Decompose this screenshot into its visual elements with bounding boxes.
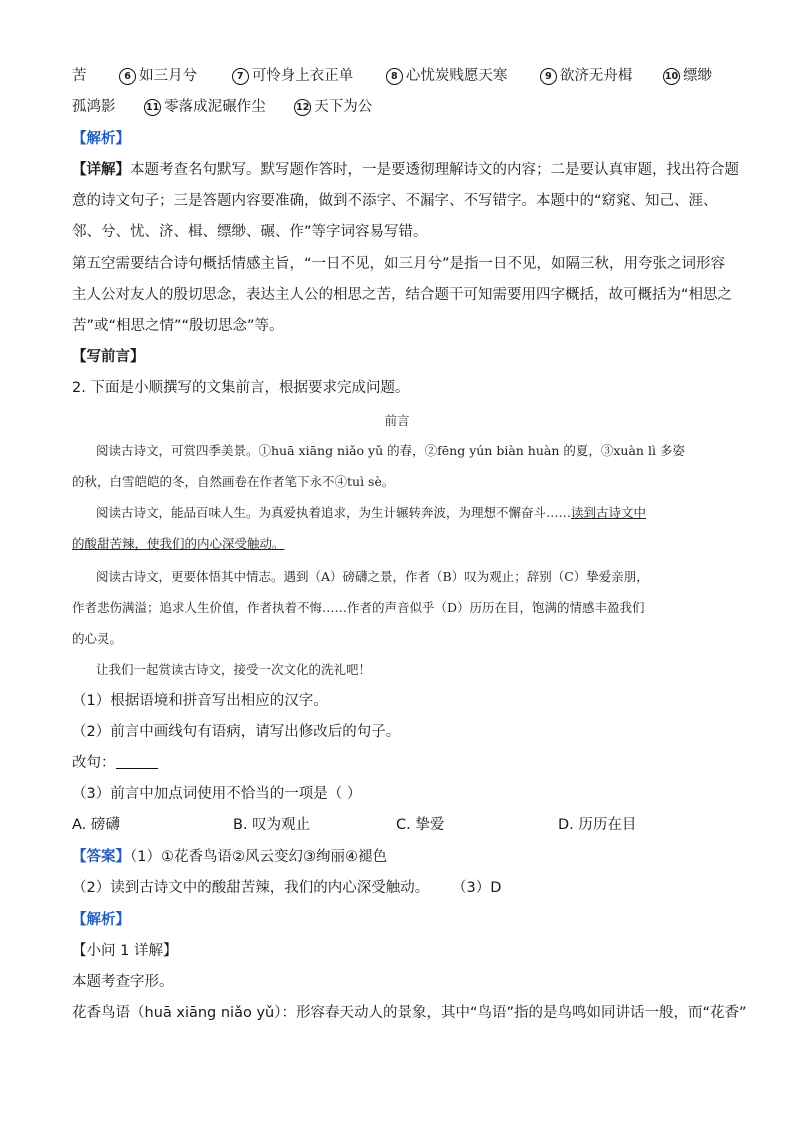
analysis-tag-2: 【解析】	[72, 912, 130, 928]
answer-text: 欲济无舟楫	[559, 68, 633, 84]
answer-text: 心忧炭贱愿天寒	[405, 68, 508, 84]
answer-item	[386, 66, 508, 86]
detail-tag: 【详解】	[72, 162, 130, 178]
answer-item	[294, 97, 372, 117]
preface-text: 阅读古诗文，能品百味人生。为真爱执着追求，为生计辗转奔波，为理想不懈奋斗……	[96, 505, 572, 520]
answer-text: 零落成泥碾作尘	[164, 99, 266, 115]
detail-line-2: 意的诗文句子；三是答题内容要准确，做到不添字、不漏字、不写错字。本题中的“窈窕、知己、涯、	[72, 193, 718, 209]
option-c: C. 挚爱	[396, 817, 445, 833]
preface-title: 前言	[384, 413, 410, 428]
line-prefix: 苦	[72, 68, 87, 84]
answer-item	[119, 66, 197, 86]
preface-para1-line2: 的秋，白雪皑皑的冬，自然画卷在作者笔下永不④tuì sè。	[72, 474, 395, 489]
preface-para3-line2: 作者悲伤满溢；追求人生价值，作者执着不悔……作者的声音似乎（D）历历在目，饱满的情感丰盈我们	[72, 600, 645, 615]
answer-item	[232, 66, 354, 86]
option-d: D. 历历在目	[558, 817, 637, 833]
preface-para2-line2: 的酸甜苦辣，使我们的内心深受触动。	[72, 536, 285, 551]
answer-blank-line	[72, 753, 158, 773]
circled-number: 9	[540, 68, 557, 85]
preface-para4: 让我们一起赏读古诗文，接受一次文化的洗礼吧！	[96, 662, 372, 677]
preface-para1-line1: 阅读古诗文，可赏四季美景。①huā xiāng niǎo yǔ 的春，②fēng yún biàn huàn 的夏，③xuàn lì 多姿	[96, 443, 685, 458]
preface-para3-line3: 的心灵。	[72, 631, 123, 646]
answer-text: （3）D	[459, 880, 502, 896]
detail-line-1	[72, 160, 739, 180]
answer-text: （1）①花香鸟语②风云变幻③绚丽④褪色	[130, 849, 387, 865]
circled-number: 8	[386, 68, 403, 85]
circled-number: 7	[232, 68, 249, 85]
answer-line-1	[72, 66, 712, 86]
answer-text: 缥缈	[683, 68, 713, 84]
question-2: 2. 下面是小顺撰写的文集前言，根据要求完成问题。	[72, 380, 410, 396]
answer-text: 天下为公	[314, 99, 373, 115]
line-prefix: 孤鸿影	[72, 99, 116, 115]
underlined-sentence: 读到古诗文中	[571, 505, 647, 520]
circled-number: 10	[663, 68, 680, 85]
analysis-tag: 【解析】	[72, 131, 130, 147]
option-a: A. 磅礴	[72, 817, 120, 833]
sub-detail-tag: 【小问 1 详解】	[72, 943, 178, 959]
sub-question-1: （1）根据语境和拼音写出相应的汉字。	[72, 693, 328, 709]
preface-para2-line1	[96, 503, 646, 523]
detail-line-5: 主人公对友人的殷切思念，表达主人公的相思之苦，结合题干可知需要用四字概括，故可概括为“相思之	[72, 287, 733, 303]
answer-text: 可怜身上衣正单	[251, 68, 354, 84]
answer-item	[144, 97, 266, 117]
circled-number: 11	[144, 99, 161, 116]
answer-line	[72, 847, 387, 867]
answer-text: （2）读到古诗文中的酸甜苦辣，我们的内心深受触动。	[72, 880, 430, 896]
answer-line-2b	[72, 878, 501, 898]
answer-label: 改句：	[72, 755, 116, 771]
circled-number: 6	[119, 68, 136, 85]
detail-line-4: 第五空需要结合诗句概括情感主旨，“一日不见，如三月兮”是指一日不见，如隔三秋，用夸张之词形容	[72, 256, 726, 272]
section-heading: 【写前言】	[72, 349, 145, 365]
answer-text: 如三月兮	[139, 68, 198, 84]
detail-line-6: 苦”或“相思之情”“殷切思念”等。	[72, 318, 284, 334]
detail-line-3: 邻、兮、忧、济、楫、缥缈、碾、作”等字词容易写错。	[72, 224, 428, 240]
analysis2-para2: 花香鸟语（huā xiāng niǎo yǔ）：形容春天动人的景象，其中“鸟语”指的是鸟鸣如同讲话一般，而“花香”	[72, 1005, 747, 1021]
sub-question-2: （2）前言中画线句有语病，请写出修改后的句子。	[72, 724, 401, 740]
detail-text: 本题考查名句默写。默写题作答时，一是要透彻理解诗文的内容；二是要认真审题，找出符合题	[130, 162, 739, 178]
answer-line-2	[72, 97, 372, 117]
circled-number: 12	[294, 99, 311, 116]
answer-blank	[116, 754, 158, 769]
analysis2-para1: 本题考查字形。	[72, 974, 174, 990]
answer-item	[663, 66, 712, 86]
answer-tag: 【答案】	[72, 849, 130, 865]
option-b: B. 叹为观止	[233, 817, 311, 833]
preface-para3-line1: 阅读古诗文，更要体悟其中情志。遇到（A）磅礴之景，作者（B）叹为观止；辞别（C）挚爱亲朋，	[96, 569, 649, 584]
answer-item	[540, 66, 633, 86]
sub-question-3: （3）前言中加点词使用不恰当的一项是（ ）	[72, 786, 362, 802]
